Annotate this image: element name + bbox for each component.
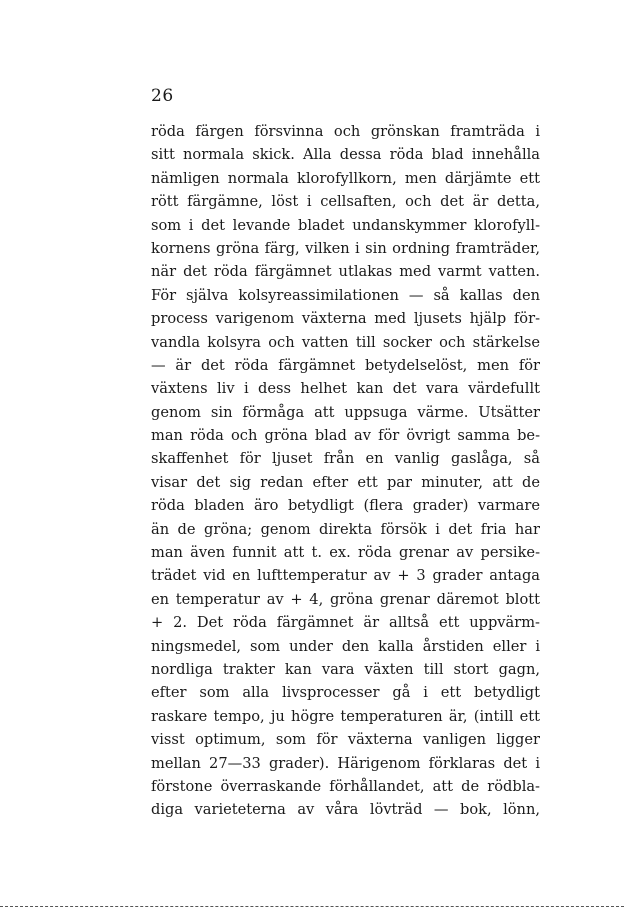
- text-line: än de gröna; genom direkta försök i det fria har: [151, 520, 540, 538]
- text-line: förstone överraskande förhållandet, att de rödbla-: [151, 777, 540, 795]
- text-line: vandla kolsyra och vatten till socker och stärkelse: [151, 333, 540, 351]
- text-line: sitt normala skick. Alla dessa röda blad innehålla: [151, 146, 540, 164]
- text-line: visar det sig redan efter ett par minuter, att de: [151, 473, 540, 491]
- text-line: — är det röda färgämnet betydelselöst, men för: [151, 356, 540, 374]
- text-line: röda färgen försvinna och grönskan framträda i: [151, 123, 540, 140]
- text-line: växtens liv i dess helhet kan det vara värdefullt: [151, 380, 540, 398]
- text-line: röda bladen äro betydligt (flera grader) varmare: [151, 497, 540, 515]
- scan-edge-rule: [0, 906, 624, 907]
- text-line: efter som alla livsprocesser gå i ett betydligt: [151, 684, 540, 702]
- text-line: genom sin förmåga att uppsuga värme. Utsätter: [151, 403, 540, 421]
- text-line: man även funnit att t. ex. röda grenar av persike-: [151, 544, 540, 562]
- text-line: process varigenom växterna med ljusets hjälp för-: [151, 310, 540, 328]
- page-number: 26: [151, 86, 174, 106]
- text-line: ningsmedel, som under den kalla årstiden eller i: [151, 637, 540, 655]
- text-line: diga varieteterna av våra lövträd — bok, lönn,: [151, 801, 540, 819]
- text-line: rött färgämne, löst i cellsaften, och det är detta,: [151, 193, 540, 211]
- text-line: nämligen normala klorofyllkorn, men därjämte ett: [151, 169, 540, 187]
- text-line: när det röda färgämnet utlakas med varmt vatten.: [151, 263, 540, 281]
- text-line: man röda och gröna blad av för övrigt samma be-: [151, 427, 540, 445]
- text-line: en temperatur av + 4, gröna grenar däremot blott: [151, 590, 540, 608]
- text-line: trädet vid en lufttemperatur av + 3 grader antaga: [151, 567, 540, 585]
- text-line: raskare tempo, ju högre temperaturen är, (intill ett: [151, 707, 540, 725]
- text-line: som i det levande bladet undanskymmer klorofyll-: [151, 216, 540, 234]
- text-line: nordliga trakter kan vara växten till stort gagn,: [151, 660, 540, 678]
- text-line: kornens gröna färg, vilken i sin ordning framträder,: [151, 239, 540, 257]
- body-text: [151, 120, 540, 822]
- text-line: + 2. Det röda färgämnet är alltså ett uppvärm-: [151, 614, 540, 632]
- text-line: visst optimum, som för växterna vanligen ligger: [151, 731, 540, 749]
- text-line: mellan 27—33 grader). Härigenom förklaras det i: [151, 754, 540, 772]
- text-line: För själva kolsyreassimilationen — så kallas den: [151, 286, 540, 304]
- text-line: skaffenhet för ljuset från en vanlig gaslåga, så: [151, 450, 540, 468]
